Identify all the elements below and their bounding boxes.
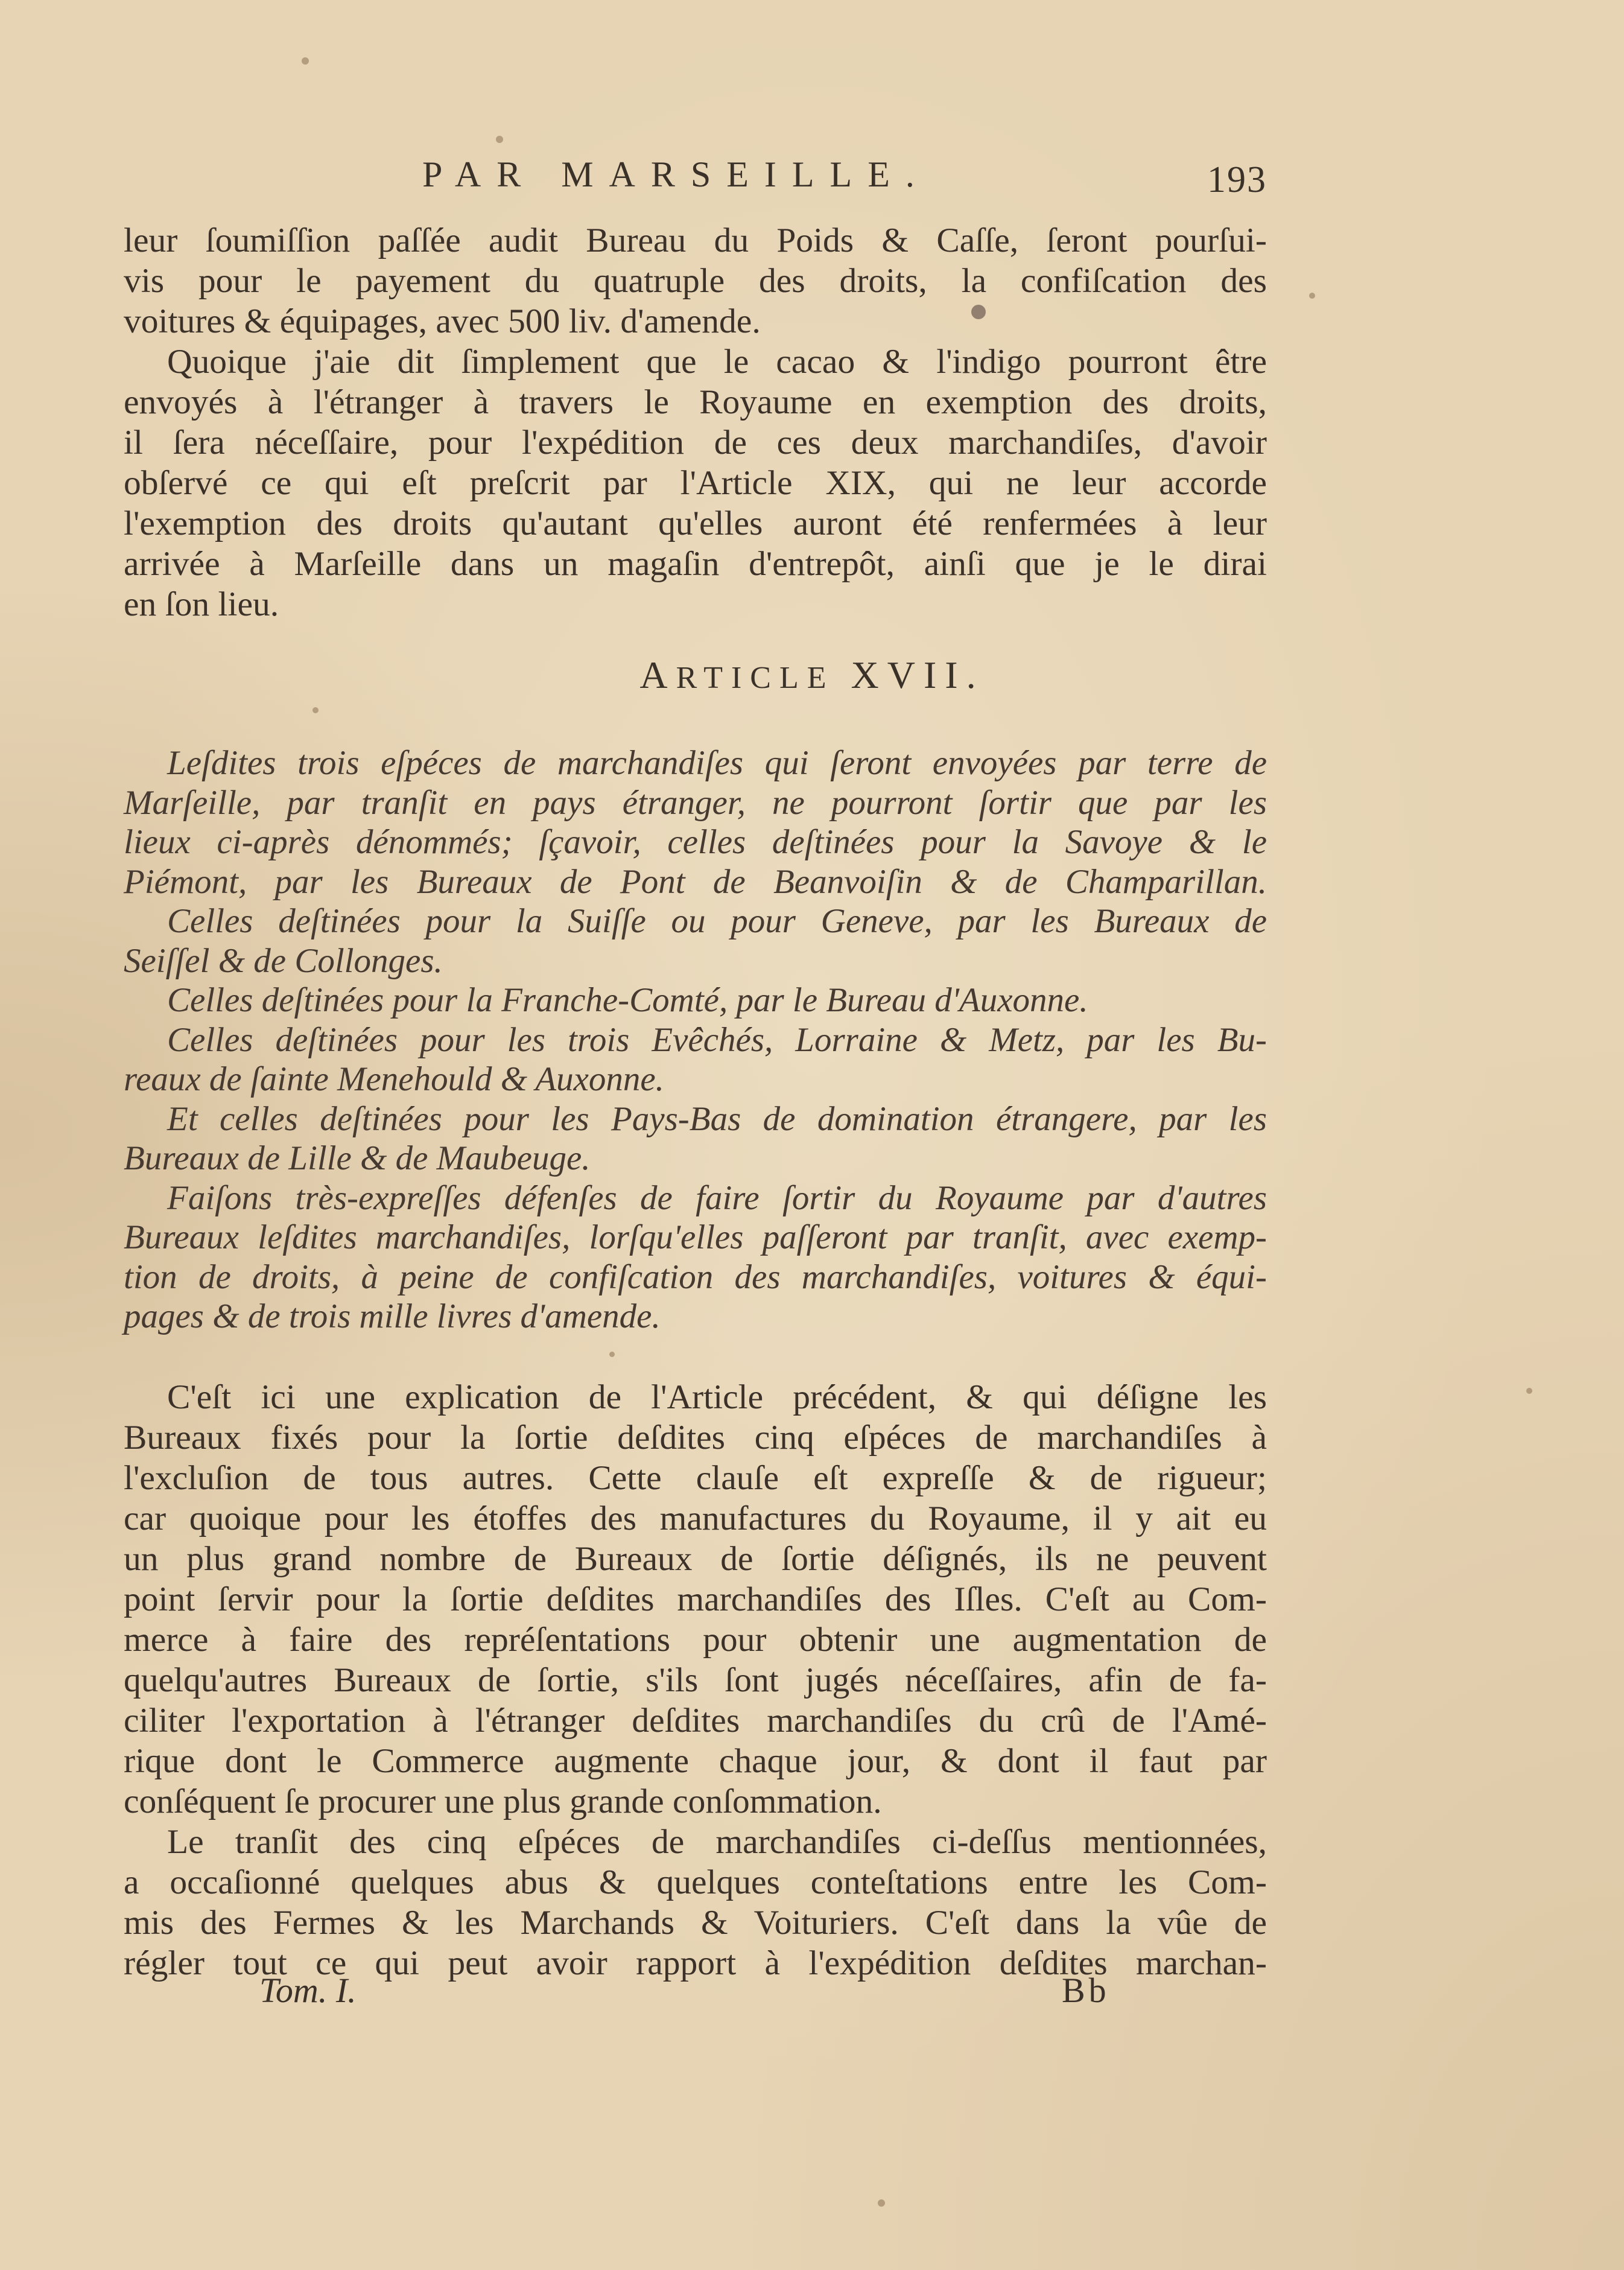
paragraph bbox=[124, 1178, 1267, 1337]
paragraph bbox=[124, 981, 1267, 1020]
text-line: mis des Fermes & les Marchands & Voituriers. C'eſt dans la vûe de bbox=[124, 1904, 1267, 1942]
text-line: il ſera néceſſaire, pour l'expédition de ces deux marchandiſes, d'avoir bbox=[124, 424, 1267, 462]
paragraph bbox=[124, 1822, 1267, 1983]
running-head bbox=[121, 154, 1267, 208]
text-line: Celles deſtinées pour la Franche-Comté, par le Bureau d'Auxonne. bbox=[167, 981, 1088, 1019]
text-line: tion de droits, à peine de confiſcation des marchandiſes, voitures & équi- bbox=[124, 1257, 1267, 1296]
text-line: rique dont le Commerce augmente chaque jour, & dont il faut par bbox=[124, 1742, 1267, 1780]
text-line: arrivée à Marſeille dans un magaſin d'entrepôt, ainſi que je le dirai bbox=[124, 545, 1267, 583]
text-line: vis pour le payement du quatruple des droits, la confiſcation des bbox=[124, 262, 1267, 300]
signature-mark: Bb bbox=[1062, 1971, 1110, 2010]
text-line: Celles deſtinées pour les trois Evêchés, Lorraine & Metz, par les Bu- bbox=[167, 1020, 1267, 1059]
text-line: pages & de trois mille livres d'amende. bbox=[124, 1297, 661, 1335]
text-line: l'exemption des droits qu'autant qu'elles auront été renfermées à leur bbox=[124, 504, 1267, 542]
tome-label: Tom. I. bbox=[259, 1971, 357, 2010]
text-line: un plus grand nombre de Bureaux de ſortie déſignés, ils ne peuvent bbox=[124, 1540, 1267, 1578]
text-line: point ſervir pour la ſortie deſdites marchandiſes des Iſles. C'eſt au Com- bbox=[124, 1580, 1267, 1618]
paper-spot bbox=[302, 57, 309, 65]
paragraph bbox=[124, 220, 1267, 342]
article-text bbox=[124, 743, 1267, 1337]
paper-spot bbox=[312, 707, 319, 713]
article-number: XVII. bbox=[851, 653, 985, 696]
page-footer bbox=[121, 1970, 1267, 2018]
text-line: Celles deſtinées pour la Suiſſe ou pour Geneve, par les Bureaux de bbox=[167, 902, 1267, 940]
page-number: 193 bbox=[1207, 159, 1267, 200]
paper-spot bbox=[609, 1352, 615, 1357]
text-line: en ſon lieu. bbox=[124, 585, 279, 623]
text-line: Piémont, par les Bureaux de Pont de Beanvoiſin & de Champarillan. bbox=[124, 862, 1267, 901]
text-line: envoyés à l'étranger à travers le Royaume en exemption des droits, bbox=[124, 383, 1267, 421]
text-line: Bureaux de Lille & de Maubeuge. bbox=[124, 1139, 591, 1177]
paragraph bbox=[124, 1377, 1267, 1822]
text-line: quelqu'autres Bureaux de ſortie, s'ils ſont jugés néceſſaires, afin de fa- bbox=[124, 1661, 1267, 1699]
paper-spot bbox=[878, 2199, 885, 2207]
paper-spot bbox=[1309, 293, 1315, 299]
text-line: Marſeille, par tranſit en pays étranger, ne pourront ſortir que par les bbox=[124, 783, 1267, 822]
text-line: ciliter l'exportation à l'étranger deſdites marchandiſes du crû de l'Amé- bbox=[124, 1702, 1267, 1740]
article-heading-initial: A bbox=[639, 653, 676, 696]
paper-spot bbox=[496, 136, 503, 143]
running-title: PAR MARSEILLE. bbox=[422, 154, 930, 194]
paragraph bbox=[124, 743, 1267, 901]
text-line: Faiſons très-expreſſes défenſes de faire ſortir du Royaume par d'autres bbox=[167, 1178, 1267, 1217]
commentary-text bbox=[124, 1377, 1267, 1983]
article-heading-word: RTICLE bbox=[676, 661, 835, 695]
article-heading bbox=[0, 653, 1624, 698]
text-line: Seiſſel & de Collonges. bbox=[124, 941, 443, 980]
text-line: Et celles deſtinées pour les Pays-Bas de domination étrangere, par les bbox=[167, 1099, 1267, 1138]
text-line: C'eſt ici une explication de l'Article précédent, & qui déſigne les bbox=[167, 1378, 1267, 1416]
paragraph bbox=[124, 342, 1267, 625]
text-line: Leſdites trois eſpéces de marchandiſes qui ſeront envoyées par terre de bbox=[167, 744, 1267, 782]
paragraph bbox=[124, 1099, 1267, 1178]
text-line: régler tout ce qui peut avoir rapport à l'expédition deſdites marchan- bbox=[124, 1944, 1267, 1982]
text-line: obſervé ce qui eſt preſcrit par l'Article XIX, qui ne leur accorde bbox=[124, 464, 1267, 502]
text-line: merce à faire des repréſentations pour obtenir une augmentation de bbox=[124, 1621, 1267, 1659]
text-line: l'excluſion de tous autres. Cette clauſe eſt expreſſe & de rigueur; bbox=[124, 1459, 1267, 1497]
text-line: Quoique j'aie dit ſimplement que le cacao & l'indigo pourront être bbox=[167, 343, 1267, 381]
paragraph bbox=[124, 1020, 1267, 1099]
text-line: Bureaux leſdites marchandiſes, lorſqu'elles paſſeront par tranſit, avec exemp- bbox=[124, 1218, 1267, 1256]
paragraph bbox=[124, 901, 1267, 981]
text-line: a occaſionné quelques abus & quelques conteſtations entre les Com- bbox=[124, 1863, 1267, 1901]
text-line: lieux ci-après dénommés; ſçavoir, celles deſtinées pour la Savoye & le bbox=[124, 823, 1267, 861]
text-line: reaux de ſainte Menehould & Auxonne. bbox=[124, 1060, 664, 1098]
text-line: Le tranſit des cinq eſpéces de marchandiſes ci-deſſus mentionnées, bbox=[167, 1823, 1267, 1861]
text-line: Bureaux fixés pour la ſortie deſdites cinq eſpéces de marchandiſes à bbox=[124, 1419, 1267, 1457]
text-line: car quoique pour les étoffes des manufactures du Royaume, il y ait eu bbox=[124, 1499, 1267, 1537]
text-line: voitures & équipages, avec 500 liv. d'amende. bbox=[124, 302, 761, 340]
paper-spot bbox=[1526, 1388, 1532, 1394]
intro-text bbox=[124, 220, 1267, 625]
text-line: conſéquent ſe procurer une plus grande conſommation. bbox=[124, 1782, 882, 1820]
text-line: leur ſoumiſſion paſſée audit Bureau du Poids & Caſſe, ſeront pourſui- bbox=[124, 221, 1267, 259]
